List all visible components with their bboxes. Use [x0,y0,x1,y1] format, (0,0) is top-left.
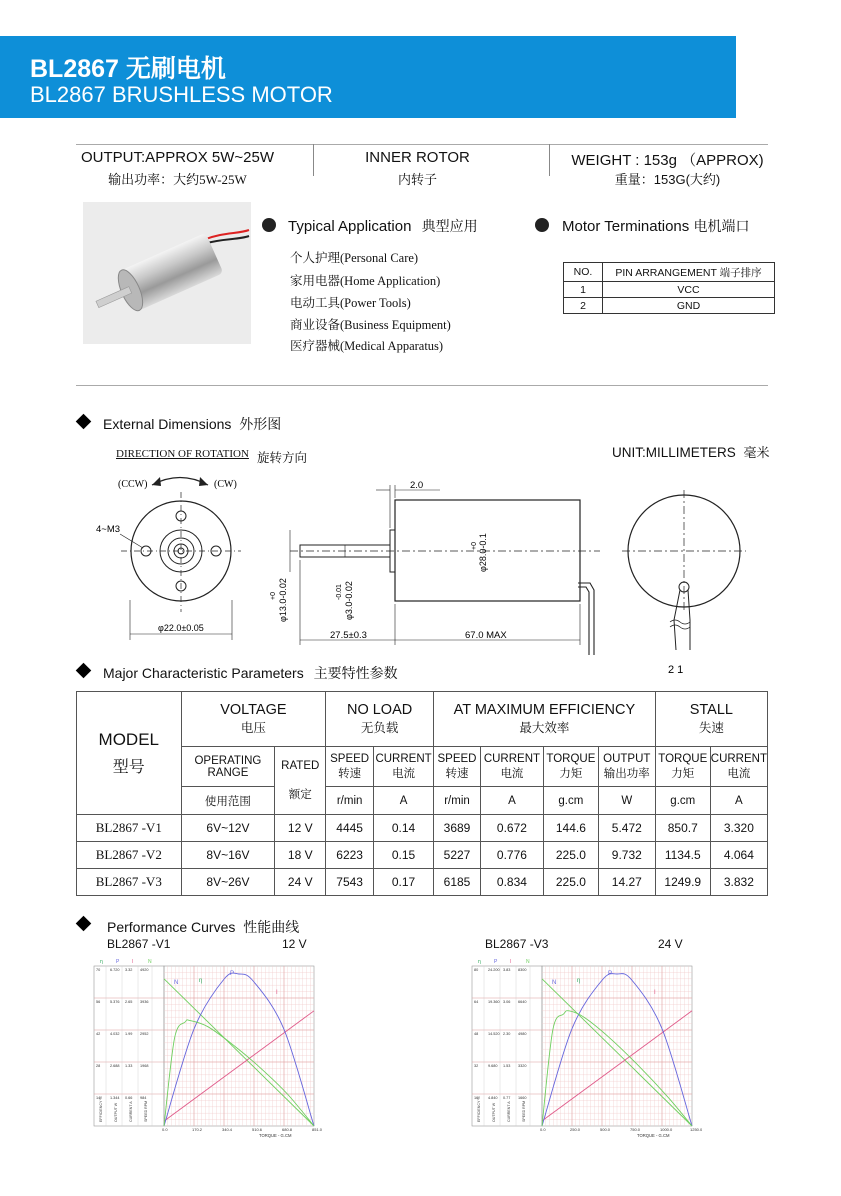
tick-label: 28 [96,1064,101,1068]
x-tick-label: 250.0 [570,1127,581,1132]
side-axis-label: SPEED RPM [522,1100,526,1122]
tick-label: 3936 [140,1000,149,1004]
table-cell: 18 V [275,842,326,869]
tick-label: 1.99 [125,1032,133,1036]
leads-label: 2 1 [668,664,684,676]
maxeff-header-en: AT MAXIMUM EFFICIENCY [453,702,636,718]
parameters-table [76,691,768,896]
table-cell: 4445 [326,815,374,842]
table-header-row [77,692,768,747]
tick-label: 19.360 [488,1000,500,1004]
tick-label: 4980 [518,1032,527,1036]
output-spec: OUTPUT:APPROX 5W~25W [81,149,274,166]
x-tick-label: 170.2 [192,1127,203,1132]
x-tick-label: 500.0 [600,1127,611,1132]
tick-label: 3.32 [125,968,133,972]
tick-label: 6.720 [110,968,120,972]
ccw-label: (CCW) [118,479,148,490]
chart-1-voltage: 12 V [282,937,307,951]
pin-header-cn: 端子排序 [719,266,762,279]
noload-header [326,692,434,747]
table-cell: 0.15 [374,842,434,869]
rated-header-en: RATED [281,759,320,772]
curve-label: I [276,990,278,996]
rotation-label: DIRECTION OF ROTATION [116,448,249,460]
unit-note [612,442,770,461]
legend-letter: P [116,959,120,965]
legend-letter: N [526,959,530,965]
weight-spec-cn: 重量：153G(大约) [614,172,721,187]
x-tick-label: 851.0 [312,1127,323,1132]
current-header-en: CURRENT [483,752,541,765]
table-header [603,263,775,282]
noload-header-cn: 无负载 [360,721,399,735]
tick-label: 3320 [518,1064,527,1068]
x-axis-label: TORQUE - G.CM [259,1133,292,1138]
divider [549,144,550,176]
application-title [288,216,478,236]
tick-label: 0.77 [503,1096,511,1100]
rotation-label-cn: 旋转方向 [257,451,308,465]
x-tick-label: 1000.0 [660,1127,673,1132]
d28-tol-label: +0 [471,542,478,550]
table-cell: 6223 [326,842,374,869]
x-tick-label: 510.6 [252,1127,263,1132]
tick-label: 32 [474,1064,479,1068]
table-unit-row [77,787,768,815]
d22-label: φ22.0±0.05 [158,623,204,633]
current-header-cn: 电流 [727,767,751,780]
parameters-title-cn: 主要特性参数 [313,665,398,681]
body-length-label: 67.0 MAX [465,630,507,641]
tick-label: 1.33 [125,1064,133,1068]
current-header-en: CURRENT [710,752,767,765]
table-row [77,815,768,842]
table-cell: 3.832 [710,869,767,896]
current-header-en: CURRENT [375,752,432,765]
table-cell: 5227 [434,842,481,869]
tick-label: 70 [96,968,101,972]
performance-chart-v3 [470,958,702,1140]
tick-label: 1.53 [503,1064,511,1068]
table-cell: 2 [564,298,603,314]
current-header-cn: 电流 [392,767,416,780]
table-cell: 850.7 [655,815,710,842]
unit-cell: g.cm [655,787,710,815]
d3-tol-label: -0.01 [336,584,343,600]
curve-label: N [174,980,179,986]
torque-header [543,747,598,787]
table-cell: 24 V [275,869,326,896]
output-header [598,747,655,787]
dimensions-title-en: External Dimensions [103,416,232,432]
pin-header-en: PIN ARRANGEMENT [615,266,717,279]
stall-header [655,692,767,747]
rotor-spec-cn: 内转子 [397,172,437,187]
tick-label: 984 [140,1096,147,1100]
maxeff-header [434,692,656,747]
table-cell: 7543 [326,869,374,896]
diamond-icon [76,916,92,932]
legend-letter: N [148,959,152,965]
table-cell: 225.0 [543,842,598,869]
stall-header-en: STALL [689,702,733,718]
x-tick-label: 680.8 [282,1127,293,1132]
output-header-en: OUTPUT [603,752,651,765]
table-cell: 4.064 [710,842,767,869]
model-header-cn: 型号 [112,758,145,776]
d13-label: φ13.0-0.02 [278,578,288,622]
divider [76,385,768,386]
motor-photo [83,202,251,344]
model-header-en: MODEL [98,729,160,749]
x-tick-label: 340.4 [222,1127,233,1132]
table-cell: 0.14 [374,815,434,842]
tick-label: 2952 [140,1032,149,1036]
performance-title-en: Performance Curves [107,919,236,935]
maxeff-header-cn: 最大效率 [519,721,570,735]
chart-2-voltage: 24 V [658,937,683,951]
weight-spec: WEIGHT : 153g （APPROX) [571,152,764,169]
table-cell: 8V~26V [181,869,275,896]
speed-header-cn: 转速 [445,767,469,780]
holes-label: 4~M3 [96,524,121,535]
side-axis-label: EFFICIENCY % [477,1096,481,1122]
legend-letter: η [478,959,481,965]
torque-header-cn: 力矩 [559,767,583,780]
chart-2-title: BL2867 -V3 [485,937,549,951]
tick-label: 2.688 [110,1064,120,1068]
table-cell: 12 V [275,815,326,842]
output-spec-cn: 输出功率：大约5W-25W [108,172,247,187]
legend-letter: η [100,959,103,965]
voltage-header-cn: 电压 [240,721,266,735]
unit-cell: W [598,787,655,815]
output-header-cn: 输出功率 [603,767,650,780]
table-cell: 6185 [434,869,481,896]
curve-label: P [608,971,613,977]
tick-label: 4.840 [488,1096,498,1100]
page-title-cn: BL2867 无刷电机 [30,55,226,83]
x-tick-label: 0.0 [540,1127,546,1132]
tick-label: 1660 [518,1096,527,1100]
side-axis-label: CURRENT A [129,1101,133,1122]
side-axis-label: SPEED RPM [144,1100,148,1122]
terminations-title-en: Motor Terminations [562,218,690,235]
current-header [480,747,543,787]
terminations-table [563,262,775,314]
performance-chart-v1 [92,958,324,1140]
table-cell: 0.776 [480,842,543,869]
arrow-left-icon [152,477,161,486]
tick-label: 14.520 [488,1032,500,1036]
table-row [564,282,775,298]
tick-label: 4.032 [110,1032,120,1036]
application-item: 医疗器械(Medical Apparatus) [290,339,444,353]
bullet-icon [535,218,549,232]
legend-letter: I [510,959,512,965]
tick-label: 24.200 [488,968,500,972]
table-header-row [564,263,775,282]
application-title-cn: 典型应用 [421,218,478,234]
arrow-right-icon [199,477,208,486]
table-cell: 6V~12V [181,815,275,842]
speed-header-en: SPEED [330,752,370,765]
tick-label: 0.66 [125,1096,133,1100]
rated-header-cn: 额定 [288,788,312,801]
performance-title-cn: 性能曲线 [243,919,300,935]
d13-tol-label: +0 [270,592,277,600]
rotor-spec: INNER ROTOR [365,149,470,166]
table-cell: 1 [564,282,603,298]
stall-header-cn: 失速 [698,721,724,735]
shaft-length-label: 27.5±0.3 [330,630,367,641]
dimensions-title [103,414,281,434]
unit-cn: 毫米 [743,445,770,460]
torque-header-cn: 力矩 [671,767,695,780]
table-header: NO. [564,263,603,282]
table-cell: 8V~16V [181,842,275,869]
table-cell: 0.17 [374,869,434,896]
current-header [374,747,434,787]
table-header-row [77,747,768,787]
side-axis-label: EFFICIENCY % [99,1096,103,1122]
performance-title [107,917,299,937]
unit-cell: r/min [326,787,374,815]
chart-1-title: BL2867 -V1 [107,937,171,951]
noload-header-en: NO LOAD [346,702,413,718]
oprange-header-cn: 使用范围 [181,787,275,815]
table-row [77,869,768,896]
tick-label: 80 [474,968,479,972]
table-cell: 14.27 [598,869,655,896]
table-cell: 0.672 [480,815,543,842]
divider [313,144,314,176]
side-axis-label: OUTPUT W [114,1102,118,1122]
torque-header [655,747,710,787]
unit-en: UNIT:MILLIMETERS [612,445,736,460]
tick-label: 48 [474,1032,479,1036]
cw-label: (CW) [214,479,237,490]
tick-label: 1968 [140,1064,149,1068]
model-cell: BL2867 -V1 [77,815,182,842]
current-header [710,747,767,787]
tick-label: 56 [96,1000,101,1004]
application-item: 个人护理(Personal Care) [290,251,419,265]
speed-header-cn: 转速 [338,767,362,780]
curve-label: I [654,990,656,996]
legend-letter: I [132,959,134,965]
step-length-label: 2.0 [410,480,424,491]
table-cell: GND [603,298,775,314]
table-cell: 5.472 [598,815,655,842]
speed-header [434,747,481,787]
model-cell: BL2867 -V2 [77,842,182,869]
oprange-header: OPERATING RANGE [181,747,275,787]
tick-label: 16 [474,1096,479,1100]
parameters-title-en: Major Characteristic Parameters [103,665,304,681]
application-item: 家用电器(Home Application) [290,274,441,288]
tick-label: 6640 [518,1000,527,1004]
terminations-title [562,216,749,236]
tick-label: 9.680 [488,1064,498,1068]
x-axis-label: TORQUE - G.CM [637,1133,670,1138]
tick-label: 14 [96,1096,101,1100]
tick-label: 42 [96,1032,101,1036]
torque-header-en: TORQUE [658,752,708,765]
tick-label: 2.65 [125,1000,133,1004]
d3-label: φ3.0-0.02 [344,581,354,620]
current-header-cn: 电流 [500,767,524,780]
divider [76,144,768,145]
legend-letter: P [494,959,498,965]
application-title-en: Typical Application [288,218,412,235]
table-cell: 3.320 [710,815,767,842]
bullet-icon [262,218,276,232]
table-cell: 225.0 [543,869,598,896]
diamond-icon [76,414,92,430]
speed-header-en: SPEED [437,752,477,765]
unit-cell: r/min [434,787,481,815]
table-cell: 1249.9 [655,869,710,896]
voltage-header-en: VOLTAGE [220,702,287,718]
table-cell: 9.732 [598,842,655,869]
rear-view [622,490,746,650]
tick-label: 4920 [140,968,149,972]
tick-label: 8300 [518,968,527,972]
model-cell: BL2867 -V3 [77,869,182,896]
curve-label: P [230,971,235,977]
table-row [77,842,768,869]
dimension-drawing [0,462,841,682]
table-cell: VCC [603,282,775,298]
unit-cell: A [710,787,767,815]
table-cell: 144.6 [543,815,598,842]
page-title-en: BL2867 BRUSHLESS MOTOR [30,82,333,107]
tick-label: 64 [474,1000,479,1004]
table-cell: 0.834 [480,869,543,896]
unit-cell: A [480,787,543,815]
x-tick-label: 750.0 [630,1127,641,1132]
side-axis-label: CURRENT A [507,1101,511,1122]
x-tick-label: 0.0 [162,1127,168,1132]
terminations-title-cn: 电机端口 [693,218,750,234]
tick-label: 3.83 [503,968,511,972]
application-item: 商业设备(Business Equipment) [290,318,451,332]
table-cell: 1134.5 [655,842,710,869]
table-cell: 3689 [434,815,481,842]
curve-label: η [199,978,203,984]
tick-label: 3.06 [503,1000,511,1004]
parameters-body [77,815,768,896]
curve-label: N [552,980,557,986]
tick-label: 2.30 [503,1032,511,1036]
unit-cell: g.cm [543,787,598,815]
parameters-title [103,663,398,683]
torque-header-en: TORQUE [546,752,596,765]
voltage-header [181,692,326,747]
front-view [120,492,241,640]
dimensions-title-cn: 外形图 [239,416,282,432]
side-axis-label: OUTPUT W [492,1102,496,1122]
x-tick-label: 1250.0 [690,1127,702,1132]
table-row [564,298,775,314]
d28-label: φ28.0-0.1 [478,533,488,572]
speed-header [326,747,374,787]
application-item: 电动工具(Power Tools) [290,296,411,310]
rated-header [275,747,326,815]
tick-label: 5.376 [110,1000,120,1004]
unit-cell: A [374,787,434,815]
curve-label: η [577,978,581,984]
model-header [77,692,182,815]
tick-label: 1.344 [110,1096,120,1100]
